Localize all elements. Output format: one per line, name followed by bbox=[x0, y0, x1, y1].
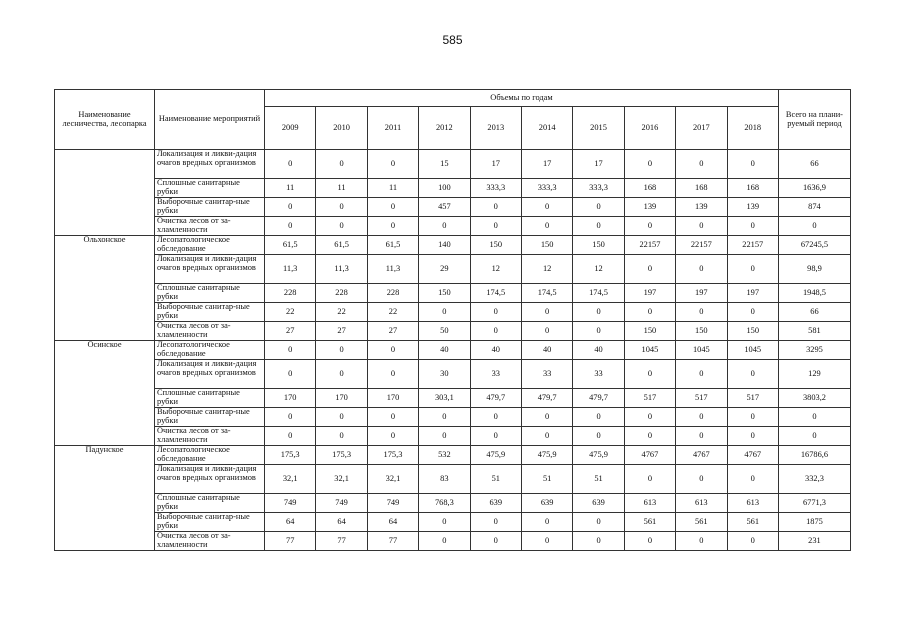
year-value-cell: 1045 bbox=[624, 341, 675, 360]
total-value-cell: 3803,2 bbox=[778, 389, 850, 408]
year-value-cell: 12 bbox=[470, 255, 521, 284]
year-value-cell: 12 bbox=[573, 255, 624, 284]
year-value-cell: 333,3 bbox=[521, 179, 572, 198]
year-value-cell: 0 bbox=[367, 198, 418, 217]
year-value-cell: 140 bbox=[419, 236, 470, 255]
year-value-cell: 22 bbox=[316, 303, 367, 322]
table-row bbox=[55, 198, 851, 217]
year-value-cell: 40 bbox=[573, 341, 624, 360]
year-value-cell: 228 bbox=[265, 284, 316, 303]
year-value-cell: 22157 bbox=[676, 236, 727, 255]
year-value-cell: 77 bbox=[265, 532, 316, 551]
year-value-cell: 17 bbox=[521, 150, 572, 179]
year-value-cell: 150 bbox=[676, 322, 727, 341]
year-value-cell: 27 bbox=[316, 322, 367, 341]
year-value-cell: 0 bbox=[316, 217, 367, 236]
year-value-cell: 0 bbox=[419, 408, 470, 427]
year-value-cell: 0 bbox=[470, 408, 521, 427]
year-value-cell: 228 bbox=[367, 284, 418, 303]
year-value-cell: 22 bbox=[367, 303, 418, 322]
year-value-cell: 27 bbox=[367, 322, 418, 341]
year-value-cell: 0 bbox=[316, 198, 367, 217]
activity-name-cell: Локализация и ликви-дация очагов вредных организмов bbox=[155, 465, 265, 494]
year-value-cell: 475,9 bbox=[573, 446, 624, 465]
year-value-cell: 32,1 bbox=[316, 465, 367, 494]
total-value-cell: 1948,5 bbox=[778, 284, 850, 303]
year-value-cell: 150 bbox=[573, 236, 624, 255]
year-value-cell: 0 bbox=[316, 427, 367, 446]
total-value-cell: 0 bbox=[778, 427, 850, 446]
year-value-cell: 0 bbox=[727, 427, 778, 446]
year-value-cell: 0 bbox=[367, 408, 418, 427]
table-row bbox=[55, 408, 851, 427]
year-value-cell: 168 bbox=[624, 179, 675, 198]
year-value-cell: 561 bbox=[727, 513, 778, 532]
year-value-cell: 197 bbox=[676, 284, 727, 303]
year-value-cell: 0 bbox=[624, 217, 675, 236]
volumes-by-year-header: Объемы по годам bbox=[265, 90, 779, 107]
year-value-cell: 168 bbox=[727, 179, 778, 198]
year-value-cell: 0 bbox=[676, 427, 727, 446]
year-value-cell: 168 bbox=[676, 179, 727, 198]
year-value-cell: 170 bbox=[316, 389, 367, 408]
year-value-cell: 0 bbox=[521, 532, 572, 551]
table-row bbox=[55, 494, 851, 513]
activity-name-cell: Сплошные санитарные рубки bbox=[155, 284, 265, 303]
year-header: 2009 bbox=[265, 107, 316, 150]
year-value-cell: 0 bbox=[521, 427, 572, 446]
forestry-column-header: Наименование лесничества, лесопарка bbox=[55, 90, 155, 150]
year-value-cell: 0 bbox=[573, 198, 624, 217]
year-header: 2017 bbox=[676, 107, 727, 150]
year-value-cell: 0 bbox=[265, 150, 316, 179]
year-value-cell: 639 bbox=[521, 494, 572, 513]
year-value-cell: 22 bbox=[265, 303, 316, 322]
activity-column-header: Наименование мероприятий bbox=[155, 90, 265, 150]
year-value-cell: 0 bbox=[265, 427, 316, 446]
activity-name-cell: Очистка лесов от за-хламленности bbox=[155, 532, 265, 551]
year-value-cell: 0 bbox=[624, 427, 675, 446]
year-value-cell: 333,3 bbox=[470, 179, 521, 198]
year-value-cell: 0 bbox=[624, 408, 675, 427]
year-value-cell: 64 bbox=[367, 513, 418, 532]
year-value-cell: 0 bbox=[727, 150, 778, 179]
year-value-cell: 0 bbox=[316, 341, 367, 360]
table-row bbox=[55, 341, 851, 360]
activity-name-cell: Выборочные санитар-ные рубки bbox=[155, 408, 265, 427]
year-value-cell: 0 bbox=[624, 465, 675, 494]
year-value-cell: 0 bbox=[419, 513, 470, 532]
year-value-cell: 61,5 bbox=[265, 236, 316, 255]
year-value-cell: 0 bbox=[521, 217, 572, 236]
table-row bbox=[55, 360, 851, 389]
year-value-cell: 0 bbox=[470, 532, 521, 551]
year-value-cell: 100 bbox=[419, 179, 470, 198]
year-header: 2018 bbox=[727, 107, 778, 150]
year-header: 2014 bbox=[521, 107, 572, 150]
total-value-cell: 67245,5 bbox=[778, 236, 850, 255]
year-value-cell: 479,7 bbox=[573, 389, 624, 408]
year-value-cell: 139 bbox=[624, 198, 675, 217]
total-value-cell: 3295 bbox=[778, 341, 850, 360]
forest-protection-table bbox=[54, 89, 851, 551]
year-value-cell: 170 bbox=[367, 389, 418, 408]
year-value-cell: 0 bbox=[521, 408, 572, 427]
year-value-cell: 33 bbox=[573, 360, 624, 389]
year-value-cell: 11 bbox=[316, 179, 367, 198]
table-row bbox=[55, 322, 851, 341]
year-value-cell: 40 bbox=[521, 341, 572, 360]
table-body bbox=[55, 150, 851, 551]
year-value-cell: 4767 bbox=[727, 446, 778, 465]
activity-name-cell: Сплошные санитарные рубки bbox=[155, 389, 265, 408]
year-value-cell: 0 bbox=[521, 513, 572, 532]
year-value-cell: 32,1 bbox=[265, 465, 316, 494]
year-header: 2011 bbox=[367, 107, 418, 150]
year-value-cell: 613 bbox=[676, 494, 727, 513]
total-value-cell: 0 bbox=[778, 217, 850, 236]
year-value-cell: 561 bbox=[676, 513, 727, 532]
year-value-cell: 29 bbox=[419, 255, 470, 284]
year-value-cell: 0 bbox=[573, 532, 624, 551]
year-value-cell: 0 bbox=[521, 303, 572, 322]
year-value-cell: 11,3 bbox=[367, 255, 418, 284]
total-value-cell: 98,9 bbox=[778, 255, 850, 284]
year-value-cell: 0 bbox=[367, 217, 418, 236]
year-value-cell: 50 bbox=[419, 322, 470, 341]
year-value-cell: 0 bbox=[727, 465, 778, 494]
table-row bbox=[55, 513, 851, 532]
year-value-cell: 150 bbox=[521, 236, 572, 255]
total-value-cell: 1636,9 bbox=[778, 179, 850, 198]
activity-name-cell: Лесопатологическое обследование bbox=[155, 446, 265, 465]
total-value-cell: 874 bbox=[778, 198, 850, 217]
year-value-cell: 0 bbox=[624, 532, 675, 551]
year-value-cell: 40 bbox=[470, 341, 521, 360]
activity-name-cell: Сплошные санитарные рубки bbox=[155, 494, 265, 513]
year-value-cell: 1045 bbox=[676, 341, 727, 360]
year-value-cell: 0 bbox=[265, 198, 316, 217]
year-value-cell: 228 bbox=[316, 284, 367, 303]
year-value-cell: 749 bbox=[265, 494, 316, 513]
table-row bbox=[55, 217, 851, 236]
year-value-cell: 175,3 bbox=[367, 446, 418, 465]
year-value-cell: 517 bbox=[727, 389, 778, 408]
year-value-cell: 51 bbox=[470, 465, 521, 494]
year-value-cell: 0 bbox=[265, 217, 316, 236]
year-value-cell: 150 bbox=[624, 322, 675, 341]
activity-name-cell: Локализация и ликви-дация очагов вредных организмов bbox=[155, 150, 265, 179]
year-value-cell: 639 bbox=[573, 494, 624, 513]
year-value-cell: 0 bbox=[573, 322, 624, 341]
activity-name-cell: Очистка лесов от за-хламленности bbox=[155, 322, 265, 341]
year-value-cell: 517 bbox=[624, 389, 675, 408]
year-value-cell: 457 bbox=[419, 198, 470, 217]
year-value-cell: 40 bbox=[419, 341, 470, 360]
year-header: 2016 bbox=[624, 107, 675, 150]
year-value-cell: 0 bbox=[676, 408, 727, 427]
total-value-cell: 231 bbox=[778, 532, 850, 551]
year-value-cell: 0 bbox=[265, 341, 316, 360]
year-value-cell: 0 bbox=[470, 217, 521, 236]
year-value-cell: 0 bbox=[265, 408, 316, 427]
year-value-cell: 175,3 bbox=[265, 446, 316, 465]
year-header: 2010 bbox=[316, 107, 367, 150]
year-value-cell: 0 bbox=[727, 217, 778, 236]
year-value-cell: 139 bbox=[676, 198, 727, 217]
year-value-cell: 30 bbox=[419, 360, 470, 389]
year-value-cell: 532 bbox=[419, 446, 470, 465]
year-value-cell: 15 bbox=[419, 150, 470, 179]
year-value-cell: 639 bbox=[470, 494, 521, 513]
year-value-cell: 613 bbox=[727, 494, 778, 513]
year-value-cell: 4767 bbox=[676, 446, 727, 465]
year-value-cell: 11,3 bbox=[265, 255, 316, 284]
year-value-cell: 768,3 bbox=[419, 494, 470, 513]
year-value-cell: 0 bbox=[624, 360, 675, 389]
total-value-cell: 129 bbox=[778, 360, 850, 389]
year-value-cell: 150 bbox=[727, 322, 778, 341]
total-value-cell: 332,3 bbox=[778, 465, 850, 494]
year-value-cell: 0 bbox=[624, 150, 675, 179]
year-value-cell: 0 bbox=[676, 360, 727, 389]
year-value-cell: 12 bbox=[521, 255, 572, 284]
total-value-cell: 6771,3 bbox=[778, 494, 850, 513]
year-value-cell: 197 bbox=[727, 284, 778, 303]
total-value-cell: 66 bbox=[778, 303, 850, 322]
table-row bbox=[55, 236, 851, 255]
year-value-cell: 475,9 bbox=[521, 446, 572, 465]
activity-name-cell: Выборочные санитар-ные рубки bbox=[155, 303, 265, 322]
year-value-cell: 170 bbox=[265, 389, 316, 408]
year-value-cell: 0 bbox=[676, 465, 727, 494]
year-value-cell: 197 bbox=[624, 284, 675, 303]
activity-name-cell: Локализация и ликви-дация очагов вредных организмов bbox=[155, 255, 265, 284]
year-value-cell: 0 bbox=[573, 303, 624, 322]
year-value-cell: 150 bbox=[470, 236, 521, 255]
activity-name-cell: Сплошные санитарные рубки bbox=[155, 179, 265, 198]
year-value-cell: 150 bbox=[419, 284, 470, 303]
year-value-cell: 4767 bbox=[624, 446, 675, 465]
year-header: 2012 bbox=[419, 107, 470, 150]
year-value-cell: 0 bbox=[470, 322, 521, 341]
year-value-cell: 51 bbox=[521, 465, 572, 494]
table-header bbox=[55, 90, 851, 150]
year-value-cell: 0 bbox=[470, 303, 521, 322]
year-value-cell: 0 bbox=[470, 513, 521, 532]
year-value-cell: 475,9 bbox=[470, 446, 521, 465]
year-value-cell: 0 bbox=[727, 303, 778, 322]
activity-name-cell: Очистка лесов от за-хламленности bbox=[155, 427, 265, 446]
year-value-cell: 17 bbox=[470, 150, 521, 179]
year-value-cell: 1045 bbox=[727, 341, 778, 360]
total-column-header: Всего на плани-руемый период bbox=[778, 90, 850, 150]
year-value-cell: 303,1 bbox=[419, 389, 470, 408]
table-row bbox=[55, 284, 851, 303]
total-value-cell: 581 bbox=[778, 322, 850, 341]
year-value-cell: 174,5 bbox=[573, 284, 624, 303]
year-value-cell: 51 bbox=[573, 465, 624, 494]
year-value-cell: 0 bbox=[573, 513, 624, 532]
year-value-cell: 0 bbox=[419, 303, 470, 322]
year-value-cell: 0 bbox=[676, 217, 727, 236]
year-value-cell: 0 bbox=[316, 360, 367, 389]
year-value-cell: 0 bbox=[367, 150, 418, 179]
year-value-cell: 139 bbox=[727, 198, 778, 217]
year-value-cell: 0 bbox=[470, 198, 521, 217]
year-header: 2015 bbox=[573, 107, 624, 150]
year-value-cell: 22157 bbox=[727, 236, 778, 255]
forestry-name-cell: Осинское bbox=[55, 341, 155, 446]
year-value-cell: 22157 bbox=[624, 236, 675, 255]
year-value-cell: 64 bbox=[265, 513, 316, 532]
year-header: 2013 bbox=[470, 107, 521, 150]
activity-name-cell: Выборочные санитар-ные рубки bbox=[155, 513, 265, 532]
year-value-cell: 479,7 bbox=[470, 389, 521, 408]
year-value-cell: 11 bbox=[367, 179, 418, 198]
year-value-cell: 175,3 bbox=[316, 446, 367, 465]
table-row bbox=[55, 446, 851, 465]
activity-name-cell: Выборочные санитар-ные рубки bbox=[155, 198, 265, 217]
year-value-cell: 33 bbox=[470, 360, 521, 389]
year-value-cell: 33 bbox=[521, 360, 572, 389]
year-value-cell: 0 bbox=[316, 408, 367, 427]
year-value-cell: 0 bbox=[676, 532, 727, 551]
year-value-cell: 0 bbox=[265, 360, 316, 389]
year-value-cell: 479,7 bbox=[521, 389, 572, 408]
table-row bbox=[55, 150, 851, 179]
year-value-cell: 561 bbox=[624, 513, 675, 532]
table-row bbox=[55, 465, 851, 494]
table-row bbox=[55, 255, 851, 284]
year-value-cell: 0 bbox=[676, 150, 727, 179]
year-value-cell: 0 bbox=[727, 360, 778, 389]
year-value-cell: 77 bbox=[367, 532, 418, 551]
year-value-cell: 17 bbox=[573, 150, 624, 179]
year-value-cell: 83 bbox=[419, 465, 470, 494]
year-value-cell: 0 bbox=[727, 532, 778, 551]
year-value-cell: 333,3 bbox=[573, 179, 624, 198]
year-value-cell: 0 bbox=[624, 255, 675, 284]
year-value-cell: 32,1 bbox=[367, 465, 418, 494]
forestry-name-cell bbox=[55, 150, 155, 236]
year-value-cell: 0 bbox=[573, 408, 624, 427]
year-value-cell: 0 bbox=[470, 427, 521, 446]
year-value-cell: 0 bbox=[727, 408, 778, 427]
forestry-name-cell: Ольхонское bbox=[55, 236, 155, 341]
total-value-cell: 66 bbox=[778, 150, 850, 179]
table-row bbox=[55, 303, 851, 322]
total-value-cell: 0 bbox=[778, 408, 850, 427]
year-value-cell: 64 bbox=[316, 513, 367, 532]
year-value-cell: 174,5 bbox=[470, 284, 521, 303]
year-value-cell: 0 bbox=[727, 255, 778, 284]
year-value-cell: 0 bbox=[573, 427, 624, 446]
table-row bbox=[55, 427, 851, 446]
year-value-cell: 0 bbox=[624, 303, 675, 322]
activity-name-cell: Лесопатологическое обследование bbox=[155, 341, 265, 360]
year-value-cell: 0 bbox=[676, 303, 727, 322]
year-value-cell: 61,5 bbox=[367, 236, 418, 255]
page-number: 585 bbox=[442, 33, 463, 47]
year-value-cell: 0 bbox=[573, 217, 624, 236]
year-value-cell: 0 bbox=[367, 427, 418, 446]
year-value-cell: 749 bbox=[316, 494, 367, 513]
year-value-cell: 11,3 bbox=[316, 255, 367, 284]
activity-name-cell: Локализация и ликви-дация очагов вредных организмов bbox=[155, 360, 265, 389]
year-value-cell: 61,5 bbox=[316, 236, 367, 255]
year-value-cell: 613 bbox=[624, 494, 675, 513]
year-value-cell: 749 bbox=[367, 494, 418, 513]
total-value-cell: 16786,6 bbox=[778, 446, 850, 465]
forestry-name-cell: Падунское bbox=[55, 446, 155, 551]
year-value-cell: 27 bbox=[265, 322, 316, 341]
year-value-cell: 0 bbox=[521, 198, 572, 217]
year-value-cell: 0 bbox=[367, 341, 418, 360]
table-row bbox=[55, 389, 851, 408]
table-row bbox=[55, 532, 851, 551]
year-value-cell: 0 bbox=[419, 532, 470, 551]
year-value-cell: 517 bbox=[676, 389, 727, 408]
year-value-cell: 77 bbox=[316, 532, 367, 551]
year-value-cell: 0 bbox=[419, 427, 470, 446]
year-value-cell: 0 bbox=[521, 322, 572, 341]
activity-name-cell: Лесопатологическое обследование bbox=[155, 236, 265, 255]
activity-name-cell: Очистка лесов от за-хламленности bbox=[155, 217, 265, 236]
year-value-cell: 174,5 bbox=[521, 284, 572, 303]
year-value-cell: 0 bbox=[676, 255, 727, 284]
total-value-cell: 1875 bbox=[778, 513, 850, 532]
table-row bbox=[55, 179, 851, 198]
year-value-cell: 0 bbox=[316, 150, 367, 179]
year-value-cell: 0 bbox=[419, 217, 470, 236]
year-value-cell: 0 bbox=[367, 360, 418, 389]
year-value-cell: 11 bbox=[265, 179, 316, 198]
